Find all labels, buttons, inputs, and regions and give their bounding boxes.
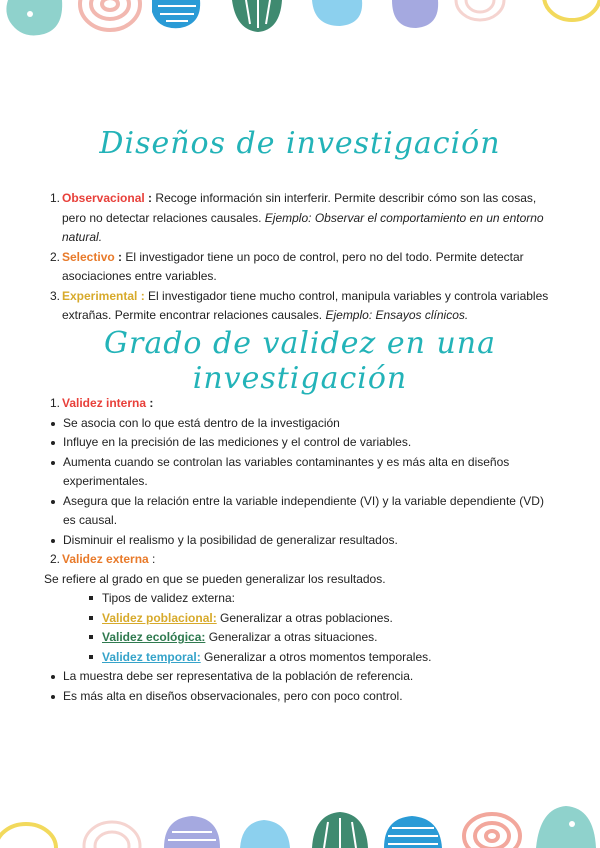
- external-validity-label: Validez externa: [62, 552, 149, 566]
- label-separator: :: [148, 552, 156, 566]
- internal-validity-label: Validez interna: [62, 396, 147, 410]
- type-desc: Generalizar a otras poblaciones.: [216, 610, 393, 625]
- label-separator: :: [114, 249, 123, 264]
- type-desc: Generalizar a otros momentos temporales.: [200, 649, 432, 664]
- item-text: El investigador tiene un poco de control, pero no del todo. Permite detectar asociaciones entre variables.: [62, 249, 524, 283]
- types-title: Tipos de validez externa:: [46, 589, 556, 609]
- item-number: 1.: [50, 191, 61, 205]
- item-example: Ejemplo: Ensayos clínicos.: [325, 308, 469, 322]
- internal-validity-heading: [50, 394, 556, 414]
- designs-list: [50, 189, 550, 326]
- list-item: [50, 287, 550, 326]
- type-name: Validez poblacional:: [102, 610, 217, 625]
- label-separator: :: [144, 191, 153, 205]
- teal-blob-shape: [6, 0, 62, 36]
- yellow-ring-shape: [544, 0, 600, 20]
- item-number: 2.: [50, 552, 61, 566]
- list-item: [50, 189, 550, 248]
- top-decoration: [0, 0, 600, 60]
- item-number: 3.: [50, 288, 61, 303]
- item-number: 1.: [50, 396, 61, 410]
- teal-blob-shape: [536, 806, 596, 848]
- design-label-experimental: Experimental: [62, 288, 138, 303]
- purple-blob-shape: [392, 0, 438, 28]
- label-separator: :: [146, 396, 154, 410]
- item-text: Recoge información sin interferir. Permite describir cómo son las cosas, pero no detectar relaciones causales.: [62, 191, 537, 225]
- bullet-item: Asegura que la relación entre la variable independiente (VI) y la variable dependiente (VD) es causal.: [46, 492, 556, 531]
- design-label-selectivo: Selectivo: [62, 249, 115, 264]
- yellow-ring-shape: [0, 824, 56, 848]
- item-number: 2.: [50, 249, 61, 264]
- type-name: Validez ecológica:: [102, 630, 206, 644]
- bullet-item: La muestra debe ser representativa de la población de referencia.: [46, 667, 556, 687]
- bullet-item: Es más alta en diseños observacionales, pero con poco control.: [46, 687, 556, 707]
- type-item-ecologica: [46, 628, 556, 648]
- swirl-shape: [80, 0, 140, 30]
- bullet-item: Influye en la precisión de las mediciones y el control de variables.: [46, 433, 556, 453]
- blob-dot: [569, 821, 575, 827]
- list-item: [50, 248, 550, 287]
- pink-swirl-shape: [84, 822, 140, 848]
- blob-dot: [27, 11, 33, 17]
- type-name: Validez temporal:: [102, 649, 201, 664]
- swirl-shape: [464, 814, 520, 848]
- type-desc: Generalizar a otras situaciones.: [205, 630, 378, 644]
- type-item-temporal: [46, 648, 556, 668]
- bullet-item: Aumenta cuando se controlan las variables contaminantes y es más alta en diseños experimentales.: [46, 453, 556, 492]
- lightblue-blob-shape: [240, 820, 290, 848]
- bottom-decoration: [0, 788, 600, 848]
- label-separator: :: [137, 288, 145, 303]
- item-example: Ejemplo: Observar el comportamiento en un entorno natural.: [62, 210, 544, 244]
- validity-section: [46, 394, 556, 706]
- design-label-observacional: Observacional: [62, 191, 145, 205]
- lightblue-blob-shape: [312, 0, 362, 26]
- section-title-designs: Diseños de investigación: [99, 126, 501, 161]
- bullet-item: Disminuir el realismo y la posibilidad de generalizar resultados.: [46, 531, 556, 551]
- external-definition: Se refiere al grado en que se pueden generalizar los resultados.: [44, 571, 386, 586]
- external-validity-heading: [50, 550, 556, 570]
- type-item-poblacional: [46, 609, 556, 629]
- item-text: El investigador tiene mucho control, manipula variables y controla variables extrañas. Permite encontrar relaciones causales.: [62, 288, 549, 322]
- pink-swirl-shape: [456, 0, 504, 20]
- section-title-validity: Grado de validez en una investigación: [104, 326, 496, 396]
- bullet-item: Se asocia con lo que está dentro de la investigación: [46, 414, 556, 434]
